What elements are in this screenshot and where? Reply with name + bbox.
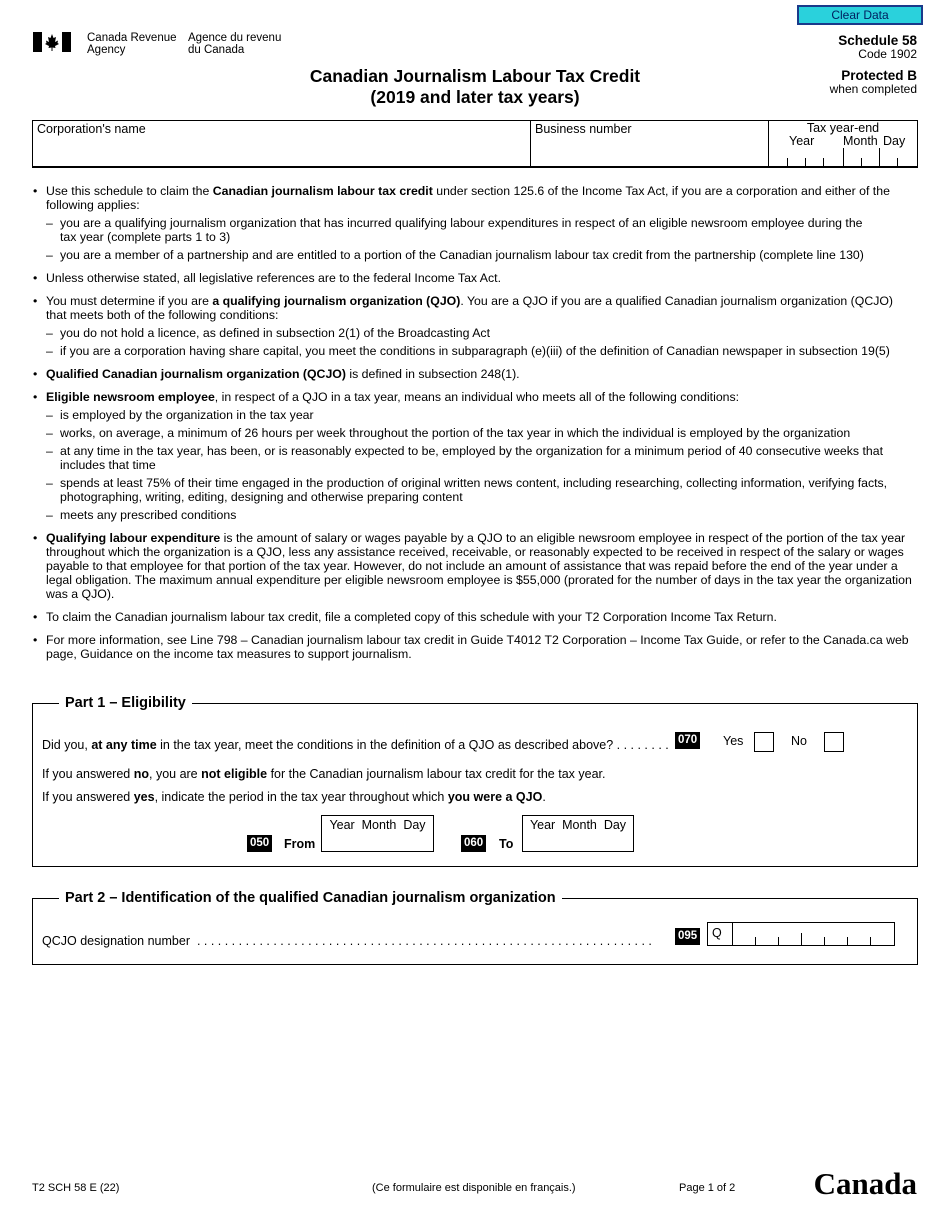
protected-label: Protected B xyxy=(841,68,917,83)
part1-eligibility xyxy=(32,695,918,867)
part1-title: Part 1 – Eligibility xyxy=(59,694,192,712)
business-number-field[interactable] xyxy=(531,121,769,166)
instruction-bullet: • Eligible newsroom employee, in respect of a QJO in a tax year, means an individual who meets all of the following conditions: xyxy=(33,390,740,404)
identification-box xyxy=(32,120,918,168)
line-060-code: 060 xyxy=(461,835,486,852)
no-answer-note: If you answered no, you are not eligible for the Canadian journalism labour tax credit for the tax year. xyxy=(42,767,606,781)
business-number-label: Business number xyxy=(535,122,632,136)
instruction-sub-item: – you are a member of a partnership and are entitled to a portion of the Canadian journalism labour tax credit from the partnership (complete line 130) xyxy=(46,248,864,262)
instruction-bullet: • For more information, see Line 798 – Canadian journalism labour tax credit in Guide T4012 T2 Corporation – Income Tax Guide, or refer to the Canada.ca web page, Guidance on the income tax measures to support journalism. xyxy=(33,633,909,661)
french-availability-note: (Ce formulaire est disponible en français.) xyxy=(372,1182,576,1194)
instruction-sub-item: – meets any prescribed conditions xyxy=(46,508,237,522)
year-label: Year xyxy=(789,134,815,148)
line-070-code: 070 xyxy=(675,732,700,749)
part2-title: Part 2 – Identification of the qualified Canadian journalism organization xyxy=(59,889,562,907)
protected-note: when completed xyxy=(829,82,917,96)
month-label: Month xyxy=(843,134,878,148)
yes-answer-note: If you answered yes, indicate the period in the tax year throughout which you were a QJO. xyxy=(42,790,546,804)
to-date-input[interactable] xyxy=(522,815,634,852)
qcjo-designation-label: QCJO designation number . . . . . . . . . . . . . . . . . . . . . . . . . . . . . . . . . . . . . . . . . . . . . . . . . . . . . . . . . . . . . . . . . . xyxy=(42,934,652,948)
from-date-input[interactable] xyxy=(321,815,434,852)
form-code: Code 1902 xyxy=(858,47,917,61)
from-label: From xyxy=(284,837,316,851)
to-date-header: Year Month Day xyxy=(529,818,627,832)
corporation-name-label: Corporation's name xyxy=(37,122,146,136)
instruction-bullet: • You must determine if you are a qualifying journalism organization (QJO). You are a QJO if you are a qualified Canadian journalism organization (QCJO) that meets both of the following conditions: xyxy=(33,294,894,322)
line-095-code: 095 xyxy=(675,928,700,945)
agency-name-fr: Agence du revenu du Canada xyxy=(188,32,282,56)
tax-year-end-label: Tax year-end xyxy=(806,121,880,135)
yes-checkbox[interactable] xyxy=(754,732,774,752)
instruction-bullet: • Use this schedule to claim the Canadian journalism labour tax credit under section 125.6 of the Income Tax Act, if you are a corporation and either of the following applies: xyxy=(33,184,890,212)
corporation-name-field[interactable] xyxy=(33,121,531,166)
part2-identification xyxy=(32,890,918,965)
qcjo-prefix: Q xyxy=(712,926,722,940)
instruction-sub-item: – is employed by the organization in the tax year xyxy=(46,408,314,422)
instruction-sub-item: – works, on average, a minimum of 26 hours per week throughout the portion of the tax year in which the individual is employed by the organization xyxy=(46,426,851,440)
qjo-question: Did you, at any time in the tax year, meet the conditions in the definition of a QJO as described above? . . . . . . . . xyxy=(42,738,669,752)
agency-name-en: Canada Revenue Agency xyxy=(87,32,177,56)
form-identifier: T2 SCH 58 E (22) xyxy=(32,1182,120,1194)
instruction-sub-item: – spends at least 75% of their time engaged in the production of original written news content, including researching, collecting information, verifying facts, photographing, writing, editing, designing and otherwise preparing content xyxy=(46,476,888,504)
page-number: Page 1 of 2 xyxy=(679,1182,736,1194)
no-label: No xyxy=(791,734,807,748)
instructions xyxy=(32,184,912,661)
qcjo-designation-input[interactable] xyxy=(707,922,895,946)
instruction-bullet: • Unless otherwise stated, all legislative references are to the federal Income Tax Act. xyxy=(33,271,501,285)
clear-data-button[interactable]: Clear Data xyxy=(797,5,923,25)
day-label: Day xyxy=(883,134,906,148)
instruction-bullet: • Qualified Canadian journalism organization (QCJO) is defined in subsection 248(1). xyxy=(33,367,520,381)
to-label: To xyxy=(499,837,514,851)
page-title: Canadian Journalism Labour Tax Credit (2019 and later tax years) xyxy=(309,66,641,107)
instruction-sub-item: – you are a qualifying journalism organization that has incurred qualifying labour expenditures in respect of an eligible newsroom employee during the tax year (complete parts 1 to 3) xyxy=(46,216,863,244)
instruction-sub-item: – if you are a corporation having share capital, you meet the conditions in subparagraph (e)(iii) of the definition of Canadian newspaper in subsection 19(5) xyxy=(46,344,890,358)
instruction-bullet: • Qualifying labour expenditure is the amount of salary or wages payable by a QJO to an eligible newsroom employee in respect of the portion of the tax year throughout which the organization is a QJO, less any assistance received, receivable, or reasonably expected to be received in respect of the salary or wages payable to that employee for that portion of the tax year. However, do not include an amount of assistance that was repaid before the end of the year under a legal obligation. The maximum annual expenditure per eligible newsroom employee is $55,000 (prorated for the number of days in the tax year the organization was a QJO). xyxy=(33,531,912,601)
from-date-header: Year Month Day xyxy=(329,818,426,832)
canada-flag-icon xyxy=(33,32,71,52)
instruction-sub-item: – at any time in the tax year, has been, or is reasonably expected to be, employed by the organization for a minimum period of 40 consecutive weeks that includes that time xyxy=(46,444,883,472)
line-050-code: 050 xyxy=(247,835,272,852)
tax-year-end-field[interactable] xyxy=(769,121,917,166)
canada-wordmark: Canada xyxy=(813,1166,917,1201)
yes-label: Yes xyxy=(723,734,744,748)
instruction-sub-item: – you do not hold a licence, as defined in subsection 2(1) of the Broadcasting Act xyxy=(46,326,490,340)
instruction-bullet: • To claim the Canadian journalism labour tax credit, file a completed copy of this schedule with your T2 Corporation Income Tax Return. xyxy=(33,610,777,624)
no-checkbox[interactable] xyxy=(824,732,844,752)
schedule-number: Schedule 58 xyxy=(838,33,917,48)
